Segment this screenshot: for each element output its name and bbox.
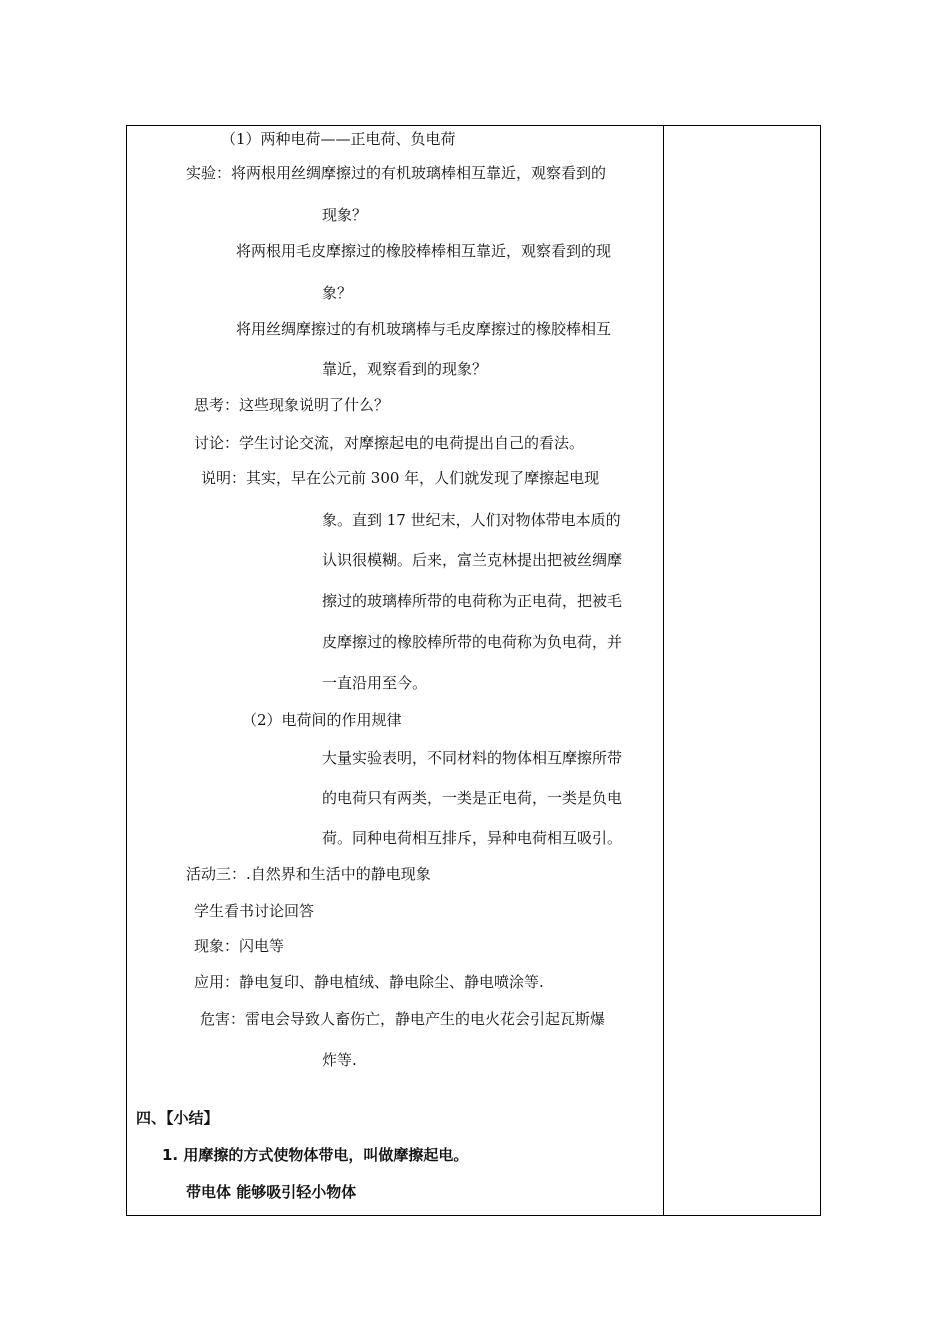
heading-charge-law: （2）电荷间的作用规律	[242, 711, 402, 729]
explain-line-3: 认识很模糊。后来，富兰克林提出把被丝绸摩	[322, 551, 623, 569]
explain-line-4: 擦过的玻璃棒所带的电荷称为正电荷，把被毛	[322, 592, 623, 610]
heading-two-charges: （1）两种电荷——正电荷、负电荷	[221, 130, 456, 148]
think-line: 思考：这些现象说明了什么？	[194, 396, 390, 414]
experiment-line-4: 象？	[322, 284, 353, 302]
experiment-line-6: 靠近，观察看到的现象？	[322, 360, 488, 378]
summary-item-1-note: 带电体 能够吸引轻小物体	[186, 1183, 357, 1201]
summary-heading: 四、【小结】	[136, 1109, 219, 1127]
law-line-1: 大量实验表明，不同材料的物体相互摩擦所带	[322, 749, 623, 767]
explain-line-6: 一直沿用至今。	[322, 674, 428, 692]
activity-three: 活动三：.自然界和生活中的静电现象	[186, 865, 431, 883]
explain-line-1: 说明：其实，早在公元前 300 年，人们就发现了摩擦起电现	[201, 469, 600, 487]
explain-line-5: 皮摩擦过的橡胶棒所带的电荷称为负电荷，并	[322, 633, 623, 651]
experiment-line-3: 将两根用毛皮摩擦过的橡胶棒棒相互靠近，观察看到的现	[236, 242, 612, 260]
law-line-2: 的电荷只有两类，一类是正电荷，一类是负电	[322, 789, 623, 807]
summary-item-1: 1. 用摩擦的方式使物体带电，叫做摩擦起电。	[162, 1146, 469, 1164]
application-line: 应用：静电复印、静电植绒、静电除尘、静电喷涂等.	[194, 973, 544, 991]
experiment-line-1: 实验：将两根用丝绸摩擦过的有机玻璃棒相互靠近，观察看到的	[186, 164, 607, 182]
discuss-line: 讨论：学生讨论交流，对摩擦起电的电荷提出自己的看法。	[194, 434, 585, 452]
hazard-line-2: 炸等.	[322, 1051, 357, 1069]
explain-line-2: 象。直到 17 世纪末，人们对物体带电本质的	[322, 511, 621, 529]
experiment-line-5: 将用丝绸摩擦过的有机玻璃棒与毛皮摩擦过的橡胶棒相互	[236, 320, 612, 338]
hazard-line-1: 危害：雷电会导致人畜伤亡，静电产生的电火花会引起瓦斯爆	[200, 1010, 606, 1028]
experiment-line-2: 现象？	[322, 206, 368, 224]
phenomenon-line: 现象：闪电等	[194, 937, 285, 955]
student-discussion: 学生看书讨论回答	[194, 902, 315, 920]
lesson-table	[126, 125, 821, 1216]
column-divider	[663, 126, 664, 1215]
law-line-3: 荷。同种电荷相互排斥，异种电荷相互吸引。	[322, 829, 623, 847]
